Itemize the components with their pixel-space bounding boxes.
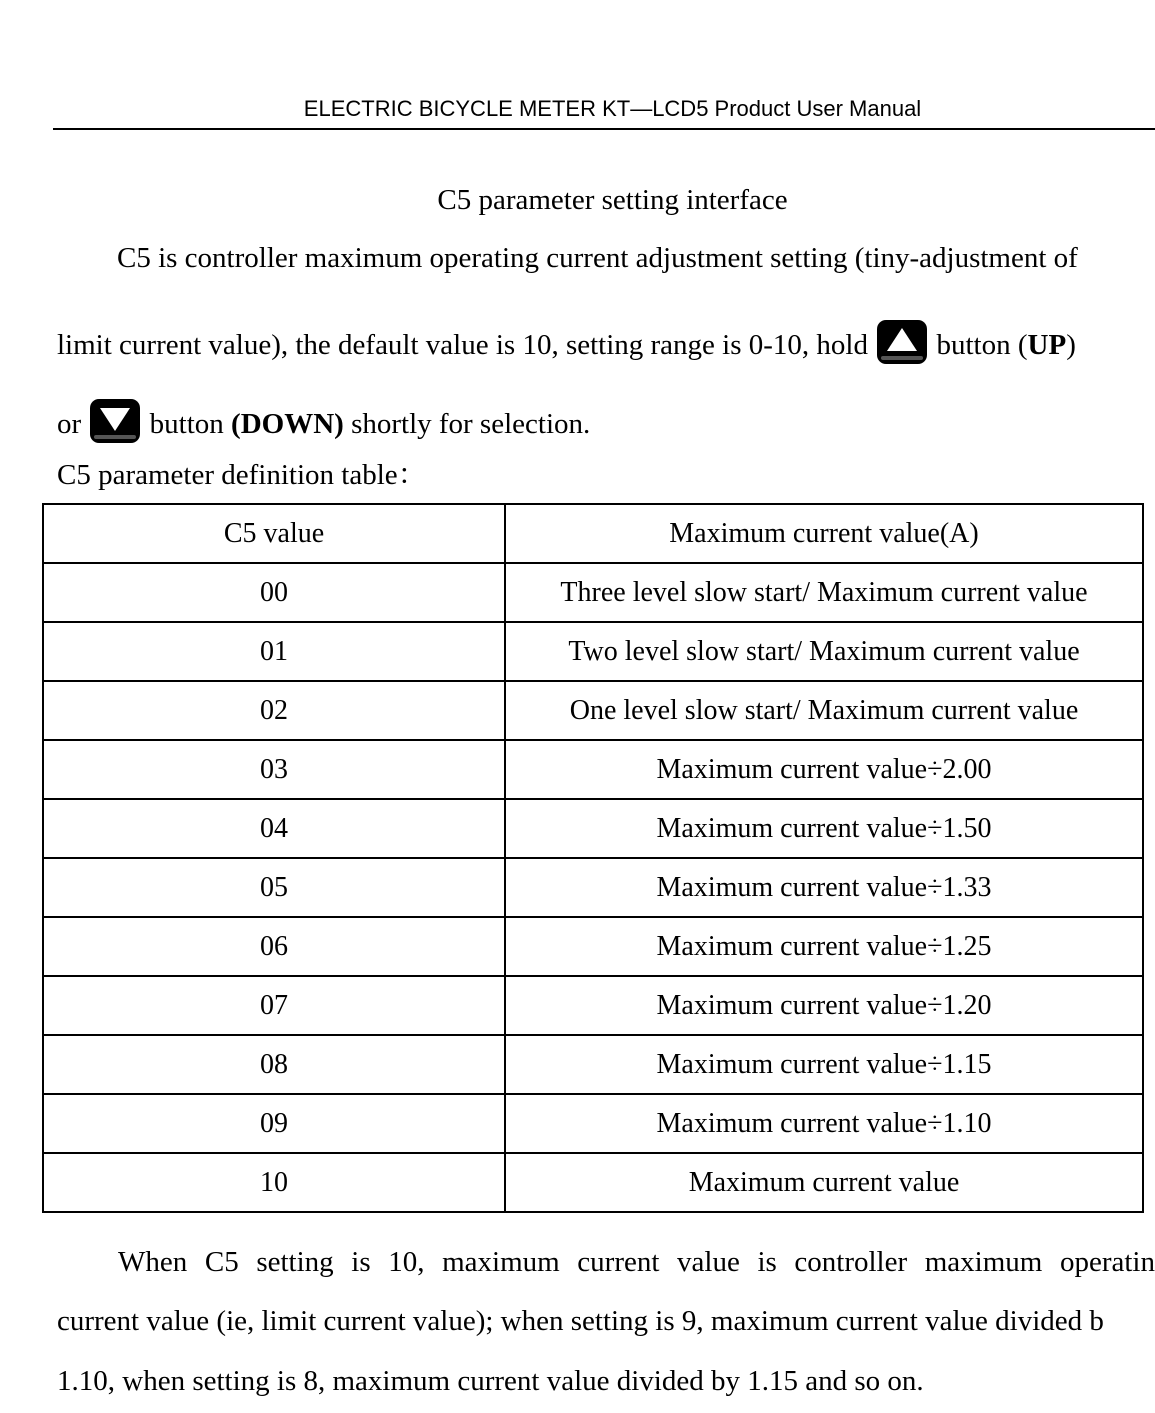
closing-word: When [118, 1246, 188, 1278]
current-value-cell: Maximum current value÷1.33 [505, 858, 1143, 917]
c5-value-cell: 06 [43, 917, 505, 976]
closing-word: operatin [1059, 1246, 1155, 1278]
table-row [43, 1153, 1143, 1212]
table-header-row [43, 504, 1143, 563]
table-row [43, 563, 1143, 622]
up-label: UP [1027, 329, 1067, 361]
current-value-cell: Two level slow start/ Maximum current value [505, 622, 1143, 681]
c5-value-cell: 00 [43, 563, 505, 622]
closing-word: maximum [442, 1246, 560, 1278]
current-value-cell: Three level slow start/ Maximum current value [505, 563, 1143, 622]
current-value-cell: Maximum current value [505, 1153, 1143, 1212]
intro-line-2-text: limit current value), the default value is 10, setting range is 0-10, hold [57, 329, 868, 361]
table-row [43, 858, 1143, 917]
closing-line-1 [118, 1244, 1155, 1280]
table-row [43, 681, 1143, 740]
c5-value-cell: 02 [43, 681, 505, 740]
c5-value-cell: 10 [43, 1153, 505, 1212]
header-max-current: Maximum current value(A) [505, 504, 1143, 563]
c5-value-cell: 05 [43, 858, 505, 917]
intro-line-2 [57, 318, 1076, 366]
current-value-cell: Maximum current value÷1.25 [505, 917, 1143, 976]
current-value-cell: Maximum current value÷1.10 [505, 1094, 1143, 1153]
table-row [43, 622, 1143, 681]
c5-value-cell: 03 [43, 740, 505, 799]
closing-word: current [577, 1246, 660, 1278]
running-header: ELECTRIC BICYCLE METER KT—LCD5 Product User Manual [303, 96, 922, 121]
current-value-cell: Maximum current value÷2.00 [505, 740, 1143, 799]
intro-line-3-or: or [57, 408, 82, 440]
table-row [43, 1094, 1143, 1153]
down-arrow-button-icon [88, 397, 142, 445]
section-title: C5 parameter setting interface [437, 184, 788, 216]
up-arrow-button-icon [875, 318, 929, 366]
closing-word: setting [256, 1246, 334, 1278]
c5-parameter-table [42, 503, 1144, 1213]
current-value-cell: One level slow start/ Maximum current value [505, 681, 1143, 740]
c5-value-cell: 09 [43, 1094, 505, 1153]
table-caption: C5 parameter definition table： [57, 459, 427, 491]
c5-value-cell: 08 [43, 1035, 505, 1094]
closing-word: 10, [388, 1246, 425, 1278]
table-row [43, 1035, 1143, 1094]
closing-word: is [757, 1246, 777, 1278]
closing-word: value [677, 1246, 740, 1278]
table-row [43, 799, 1143, 858]
intro-line-3 [57, 397, 590, 445]
table-row [43, 917, 1143, 976]
c5-value-cell: 04 [43, 799, 505, 858]
table-row [43, 976, 1143, 1035]
closing-word: controller [794, 1246, 908, 1278]
table-row [43, 740, 1143, 799]
current-value-cell: Maximum current value÷1.20 [505, 976, 1143, 1035]
closing-line-3: 1.10, when setting is 8, maximum current value divided by 1.15 and so on. [57, 1365, 924, 1397]
closing-word: maximum [924, 1246, 1043, 1278]
closing-word: C5 [204, 1246, 239, 1278]
closing-line-2: current value (ie, limit current value); when setting is 9, maximum current value divided b [57, 1305, 1104, 1337]
current-value-cell: Maximum current value÷1.50 [505, 799, 1143, 858]
c5-value-cell: 07 [43, 976, 505, 1035]
current-value-cell: Maximum current value÷1.15 [505, 1035, 1143, 1094]
intro-line-3-button: button [142, 408, 232, 440]
intro-line-3-after: shortly for selection. [343, 408, 591, 440]
intro-line-2-close: ) [1066, 329, 1076, 361]
intro-line-2-button: button ( [929, 329, 1028, 361]
down-label: (DOWN) [231, 408, 344, 440]
closing-word: is [351, 1246, 371, 1278]
intro-line-1: C5 is controller maximum operating current adjustment setting (tiny-adjustment of [117, 242, 1078, 274]
header-c5-value: C5 value [43, 504, 505, 563]
c5-value-cell: 01 [43, 622, 505, 681]
header-rule [53, 128, 1155, 130]
